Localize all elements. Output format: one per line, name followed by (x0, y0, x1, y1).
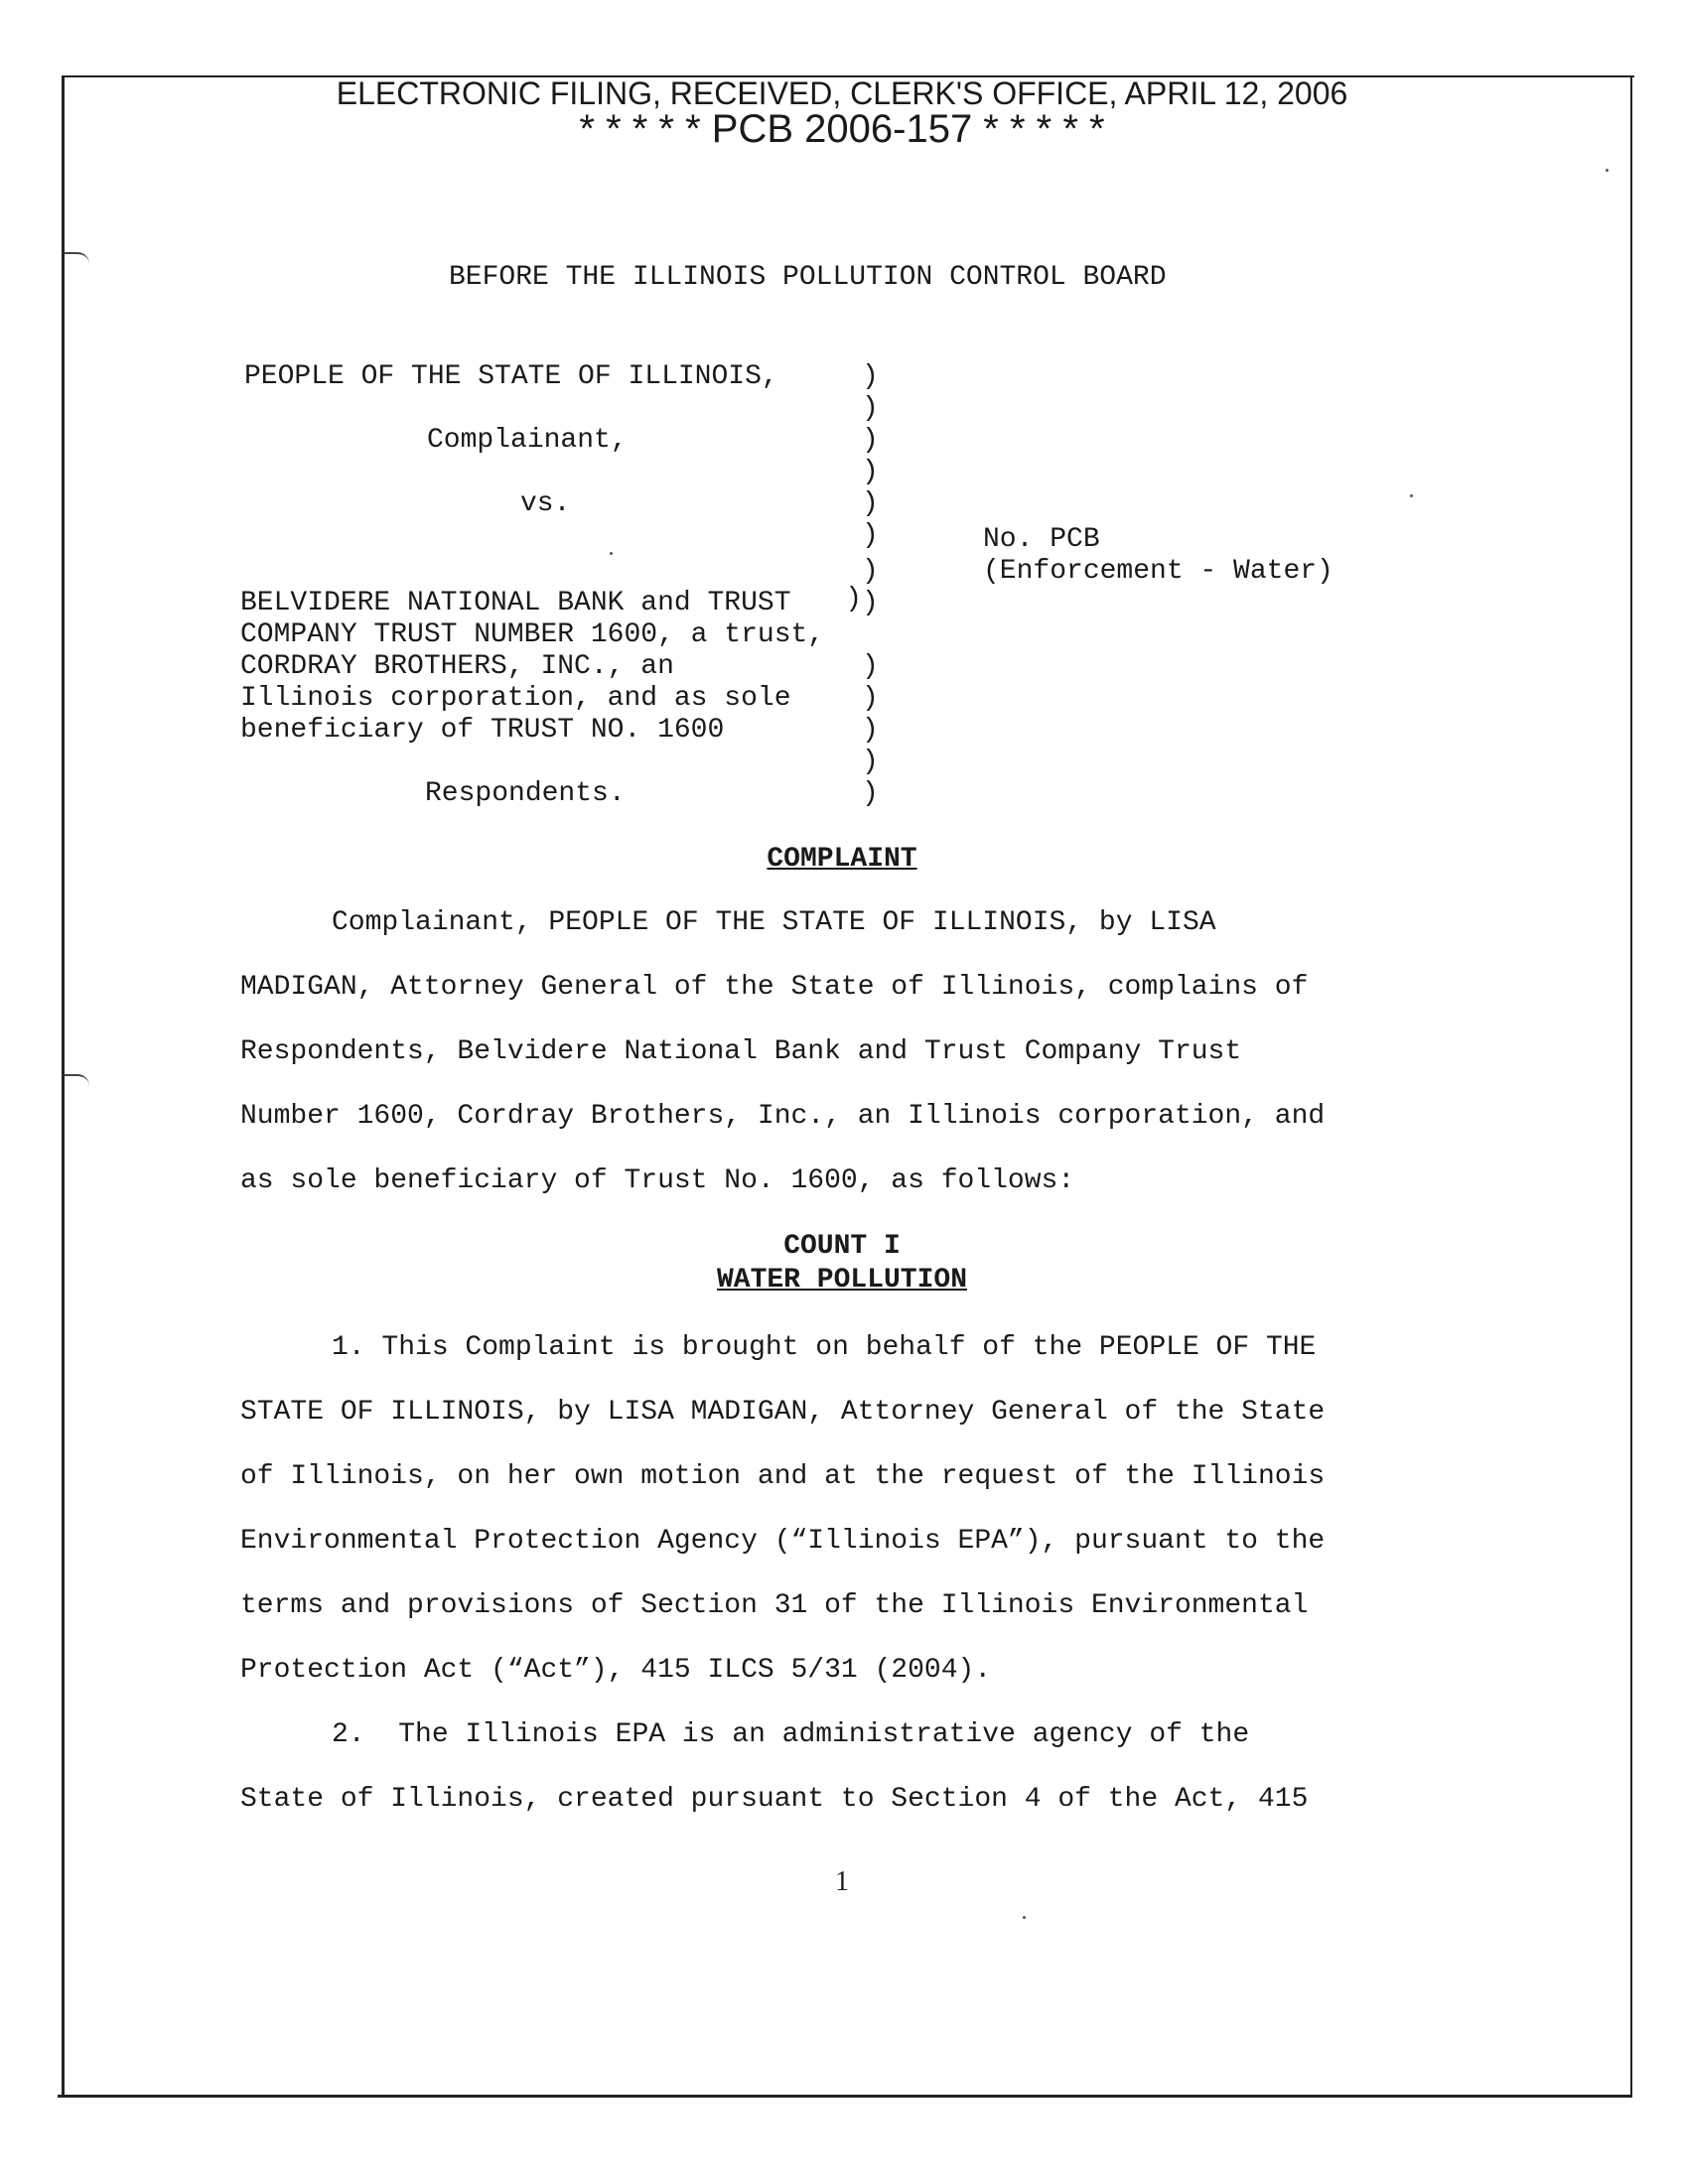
paragraph-line: STATE OF ILLINOIS, by LISA MADIGAN, Attorney General of the State (240, 1397, 1326, 1428)
caption-paren: ) (862, 747, 879, 777)
paragraph-line: Protection Act (“Act”), 415 ILCS 5/31 (2004). (240, 1655, 992, 1686)
caption-paren: ) (862, 520, 879, 551)
caption-paren: ) (845, 584, 862, 614)
caption-paren: ) (862, 715, 879, 746)
caption-paren: ) (862, 651, 879, 682)
paragraph-line: State of Illinois, created pursuant to Section 4 of the Act, 415 (240, 1784, 1309, 1815)
caption-paren: ) (862, 683, 879, 714)
intro-line: as sole beneficiary of Trust No. 1600, as follows: (240, 1165, 1075, 1196)
paragraph-line: 1. This Complaint is brought on behalf of the PEOPLE OF THE (332, 1332, 1317, 1363)
respondent-line: Illinois corporation, and as sole (240, 683, 791, 714)
caption-paren: ) (862, 361, 879, 392)
page-frame-right (1630, 75, 1632, 2097)
complaint-heading: COMPLAINT (767, 844, 917, 875)
versus: vs. (520, 488, 571, 519)
scan-speck (1410, 494, 1413, 497)
paragraph-line: 2. The Illinois EPA is an administrative agency of the (332, 1719, 1250, 1750)
respondent-line: COMPANY TRUST NUMBER 1600, a trust, (240, 619, 825, 650)
caption-paren: ) (862, 778, 879, 809)
respondent-line: BELVIDERE NATIONAL BANK and TRUST (240, 588, 791, 618)
paragraph-line: of Illinois, on her own motion and at the request of the Illinois (240, 1461, 1326, 1492)
respondents-role: Respondents. (425, 778, 626, 809)
case-number: No. PCB (983, 524, 1100, 555)
scan-mark (64, 1074, 89, 1086)
intro-line: MADIGAN, Attorney General of the State of Illinois, complains of (240, 972, 1309, 1003)
respondent-line: beneficiary of TRUST NO. 1600 (240, 715, 725, 746)
case-type: (Enforcement - Water) (983, 556, 1333, 587)
page-number: 1 (835, 1866, 849, 1897)
scan-speck (1606, 169, 1609, 172)
caption-paren: ) (862, 588, 879, 618)
scan-mark (64, 252, 89, 264)
board-title: BEFORE THE ILLINOIS POLLUTION CONTROL BOARD (449, 262, 1167, 293)
count-heading: COUNT I (783, 1231, 901, 1262)
respondent-line: CORDRAY BROTHERS, INC., an (240, 651, 674, 682)
caption-paren: ) (862, 393, 879, 424)
intro-line: Complainant, PEOPLE OF THE STATE OF ILLINOIS, by LISA (332, 907, 1216, 938)
filing-stamp-case: * * * * * PCB 2006-157 * * * * * (579, 107, 1105, 151)
filing-stamp-line: ELECTRONIC FILING, RECEIVED, CLERK'S OFFICE, APRIL 12, 2006 (336, 75, 1348, 111)
complainant-name: PEOPLE OF THE STATE OF ILLINOIS, (244, 361, 778, 392)
intro-line: Respondents, Belvidere National Bank and Trust Company Trust (240, 1036, 1242, 1067)
caption-paren: ) (862, 425, 879, 456)
page-frame-left (62, 75, 65, 2097)
caption-paren: ) (862, 457, 879, 487)
complainant-role: Complainant, (427, 425, 628, 456)
paragraph-line: Environmental Protection Agency (“Illinois EPA”), pursuant to the (240, 1526, 1326, 1557)
count-subheading: WATER POLLUTION (716, 1265, 968, 1296)
paragraph-line: terms and provisions of Section 31 of the Illinois Environmental (240, 1590, 1309, 1621)
caption-paren: ) (862, 556, 879, 587)
scan-speck (1023, 1916, 1026, 1919)
caption-paren: ) (862, 488, 879, 519)
scan-speck (610, 552, 613, 555)
intro-line: Number 1600, Cordray Brothers, Inc., an Illinois corporation, and (240, 1101, 1326, 1132)
page-frame-bottom (58, 2095, 1632, 2098)
